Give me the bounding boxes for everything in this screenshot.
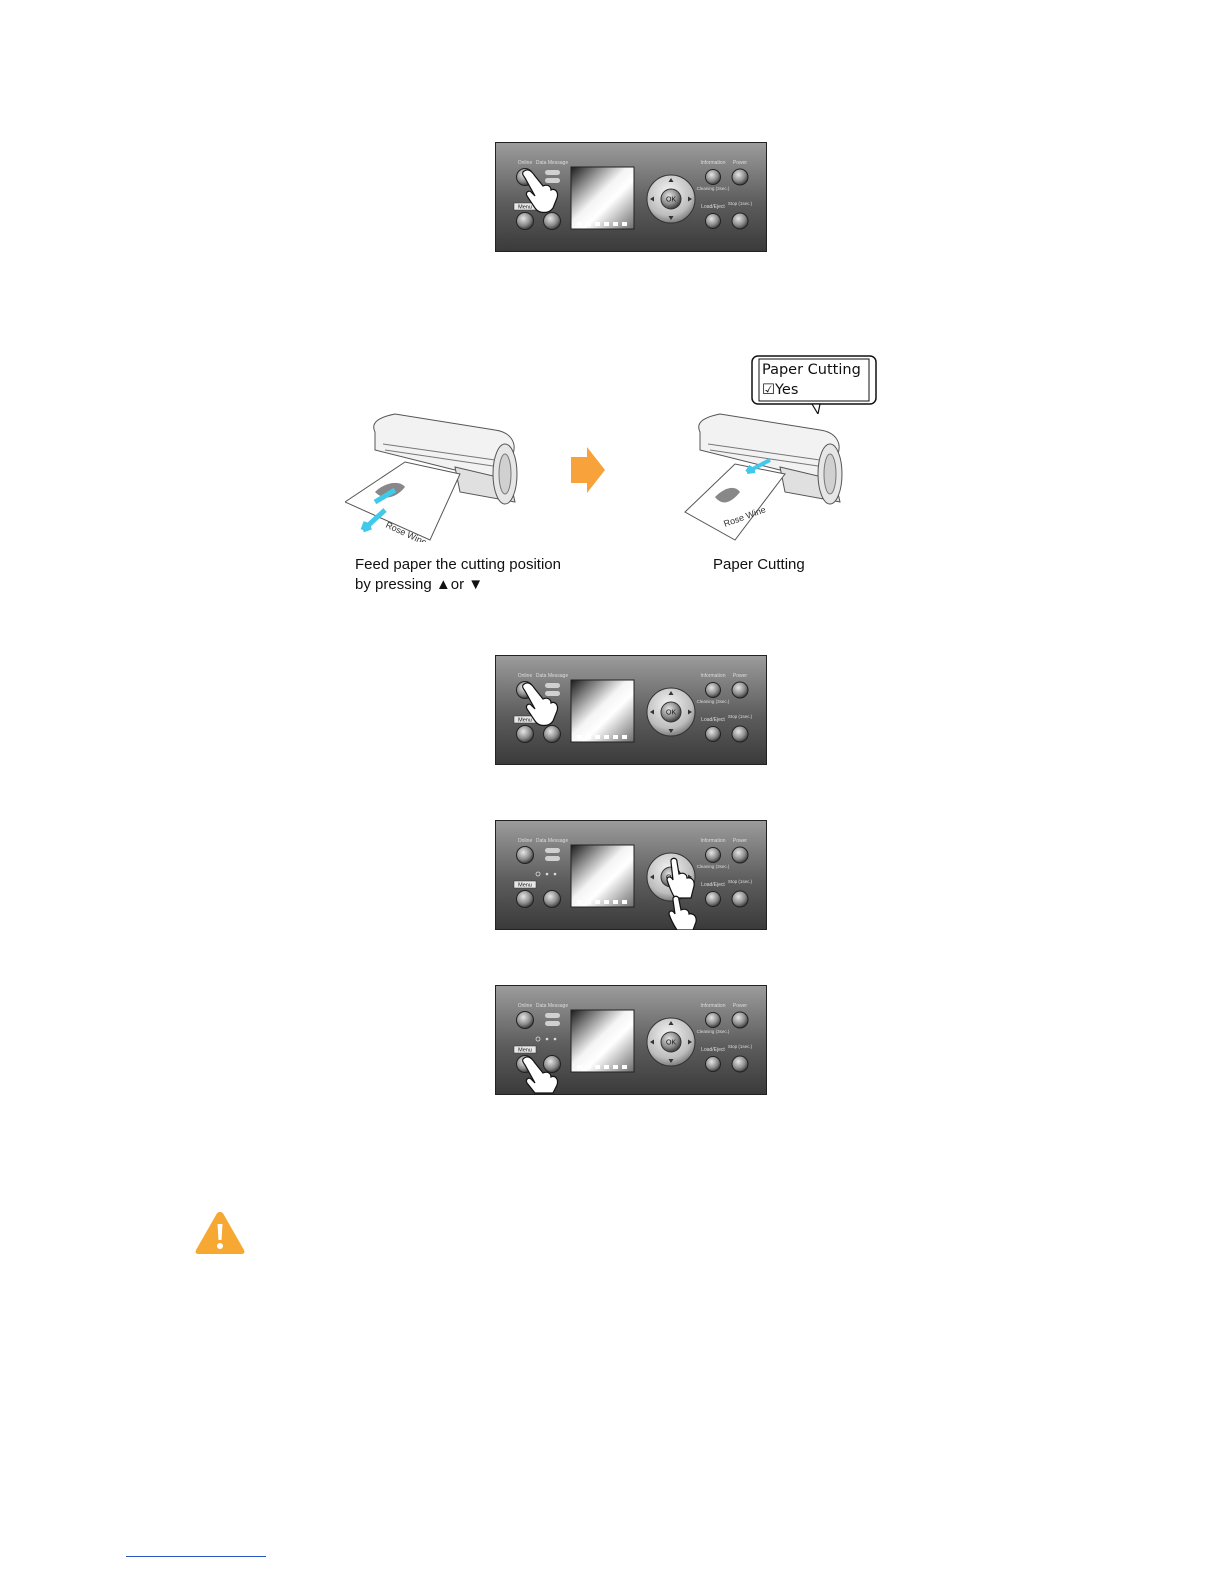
back-button[interactable] — [544, 891, 561, 908]
power-label: Power — [732, 160, 748, 166]
information-button[interactable] — [706, 1013, 721, 1028]
svg-text:Menu: Menu — [518, 1047, 532, 1054]
menu-button[interactable] — [517, 726, 534, 743]
svg-text:Cleaning (3sec.): Cleaning (3sec.) — [696, 699, 730, 704]
svg-text:Cleaning (3sec.): Cleaning (3sec.) — [696, 864, 730, 869]
power-button[interactable] — [732, 1012, 748, 1028]
svg-text:Load/Eject: Load/Eject — [701, 1047, 725, 1053]
svg-text:Data Message: Data Message — [535, 838, 569, 844]
printer-feeding-illustration — [345, 414, 517, 542]
stop-button[interactable] — [732, 1056, 748, 1072]
svg-text:OK: OK — [665, 196, 677, 204]
svg-text:Load/Eject: Load/Eject — [701, 717, 725, 723]
back-button[interactable] — [544, 726, 561, 743]
control-panel-step-4 — [495, 985, 767, 1095]
svg-text:Data Message: Data Message — [535, 673, 569, 679]
svg-text:Online: Online — [517, 673, 533, 679]
back-button[interactable] — [544, 213, 561, 230]
svg-text:Information: Information — [700, 838, 726, 844]
svg-text:Power: Power — [732, 1003, 748, 1009]
svg-text:Load/Eject: Load/Eject — [701, 882, 725, 888]
online-label: Online — [517, 160, 533, 166]
callout-title: Paper Cutting — [762, 362, 861, 378]
left-caption-line-1: Feed paper the cutting position — [355, 556, 561, 573]
data-lamp — [545, 170, 560, 175]
svg-text:Menu: Menu — [518, 717, 532, 724]
menu-label: Menu — [518, 204, 532, 211]
cleaning-label: Cleaning (3sec.) — [696, 186, 730, 191]
svg-text:Rose Wine: Rose Wine — [722, 504, 768, 529]
stop-button[interactable] — [732, 213, 748, 229]
back-button[interactable] — [544, 1056, 561, 1073]
stop-label: Stop (1sec.) — [727, 201, 753, 206]
svg-text:Cleaning (3sec.): Cleaning (3sec.) — [696, 1029, 730, 1034]
data-message-label: Data Message — [535, 160, 569, 166]
control-panel-step-3 — [495, 820, 767, 930]
load-eject-button[interactable] — [706, 727, 721, 742]
online-button[interactable] — [517, 847, 534, 864]
load-eject-button[interactable] — [706, 892, 721, 907]
stop-button[interactable] — [732, 891, 748, 907]
callout-option: ☑Yes — [762, 382, 799, 398]
lcd-callout — [752, 356, 876, 404]
svg-text:Information: Information — [700, 673, 726, 679]
power-button[interactable] — [732, 682, 748, 698]
svg-text:Online: Online — [517, 838, 533, 844]
right-caption: Paper Cutting — [713, 556, 805, 573]
svg-text:OK: OK — [665, 709, 677, 717]
footer-rule — [126, 1556, 266, 1557]
svg-text:Menu: Menu — [518, 882, 532, 889]
information-button[interactable] — [706, 683, 721, 698]
svg-text:Stop (1sec.): Stop (1sec.) — [727, 879, 753, 884]
next-step-arrow-icon — [571, 447, 605, 493]
menu-button[interactable] — [517, 891, 534, 908]
control-panel-step-1 — [495, 142, 767, 252]
svg-text:Power: Power — [732, 673, 748, 679]
load-eject-label: Load/Eject — [701, 204, 725, 210]
left-caption-line-2: by pressing ▲or ▼ — [355, 576, 484, 593]
control-panel-step-2 — [495, 655, 767, 765]
menu-button[interactable] — [517, 213, 534, 230]
svg-text:OK: OK — [665, 1039, 677, 1047]
svg-text:Information: Information — [700, 1003, 726, 1009]
online-button[interactable] — [517, 1012, 534, 1029]
power-button[interactable] — [732, 847, 748, 863]
svg-text:Stop (1sec.): Stop (1sec.) — [727, 1044, 753, 1049]
load-eject-button[interactable] — [706, 214, 721, 229]
message-lamp — [545, 178, 560, 183]
information-label: Information — [700, 160, 726, 166]
warning-icon — [194, 1210, 246, 1256]
stop-button[interactable] — [732, 726, 748, 742]
svg-text:Stop (1sec.): Stop (1sec.) — [727, 714, 753, 719]
information-button[interactable] — [706, 170, 721, 185]
information-button[interactable] — [706, 848, 721, 863]
svg-text:Rose Wine: Rose Wine — [384, 519, 429, 542]
svg-text:Data Message: Data Message — [535, 1003, 569, 1009]
power-button[interactable] — [732, 169, 748, 185]
svg-text:Online: Online — [517, 1003, 533, 1009]
svg-text:Power: Power — [732, 838, 748, 844]
load-eject-button[interactable] — [706, 1057, 721, 1072]
